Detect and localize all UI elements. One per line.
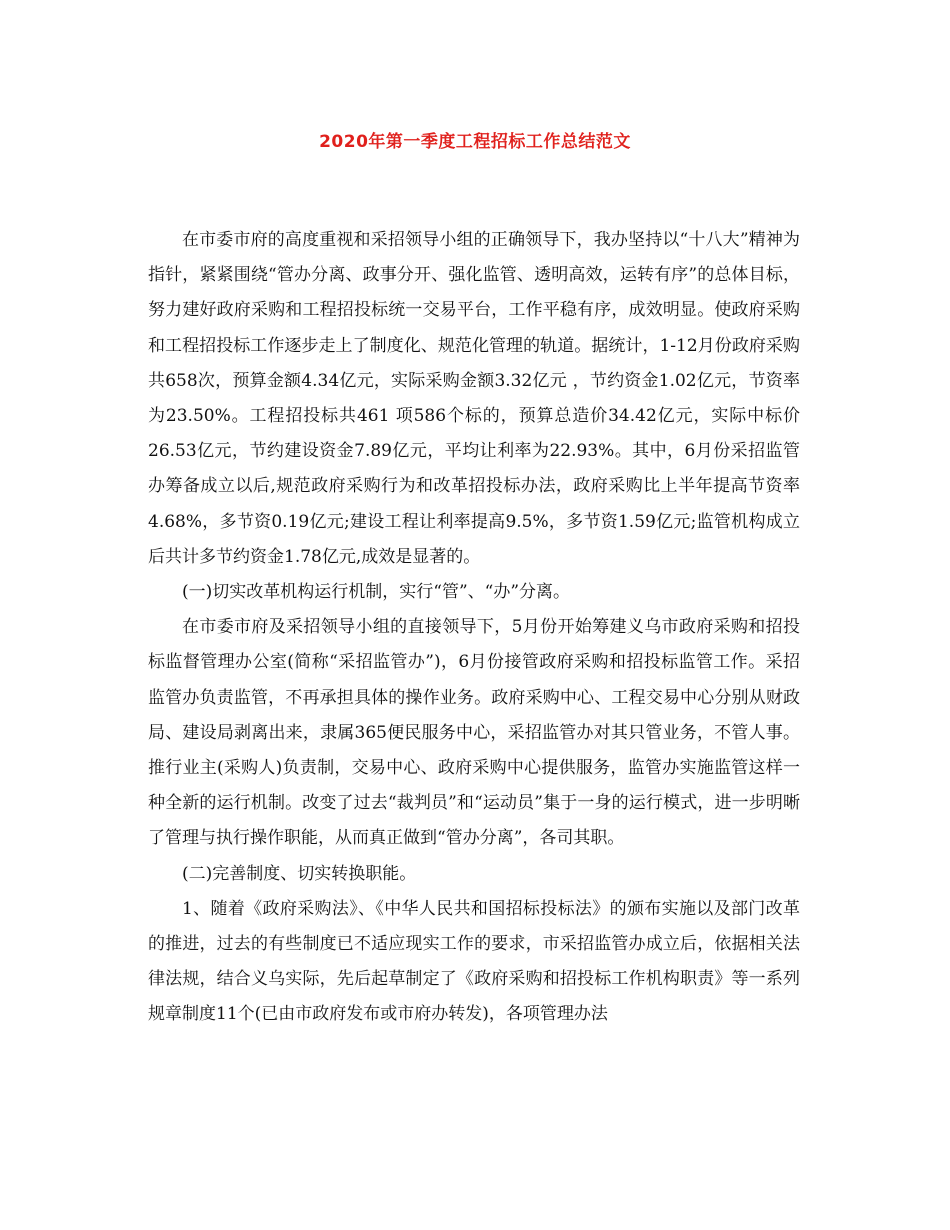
paragraph-intro: 在市委市府的高度重视和采招领导小组的正确领导下，我办坚持以“十八大”精神为指针，紧紧围绕“管办分离、政事分开、强化监管、透明高效，运转有序”的总体目标，努力建好政府采购和工程招投标统一交易平台，工作平稳有序，成效明显。使政府采购和工程招投标工作逐步走上了制度化、规范化管理的轨道。据统计，1-12月份政府采购共658次，预算金额4.34亿元，实际采购金额3.32亿元 ，节约资金1.02亿元，节资率为23.50%。工程招投标共461 项586个标的，预算总造价34.42亿元，实际中标价26.53亿元，节约建设资金7.89亿元，平均让利率为22.93%。其中，6月份采招监管办筹备成立以后,规范政府采购行为和改革招投标办法，政府采购比上半年提高节资率4.68%，多节资0.19亿元;建设工程让利率提高9.5%，多节资1.59亿元;监管机构成立后共计多节约资金1.78亿元,成效是显著的。 (148, 230, 800, 567)
paragraph-item-1: 1、随着《政府采购法》、《中华人民共和国招标投标法》的颁布实施以及部门改革的推进，过去的有些制度已不适应现实工作的要求，市采招监管办成立后，依据相关法律法规，结合义乌实际，先后起草制定了《政府采购和招投标工作机构职责》等一系列规章制度11个(已由市政府发布或市府办转发)，各项管理办法 (148, 898, 800, 1025)
paragraph-heading-1: (一)切实改革机构运行机制，实行“管”、“办”分离。 (182, 582, 571, 603)
paragraph-heading-2: (二)完善制度、切实转换职能。 (182, 863, 417, 884)
document-title: 2020年第一季度工程招标工作总结范文 (319, 132, 631, 152)
document-body (148, 223, 800, 1033)
paragraph-section-1: 在市委市府及采招领导小组的直接领导下，5月份开始筹建义乌市政府采购和招投标监督管理办公室(简称“采招监管办”)，6月份接管政府采购和招投标监管工作。采招监管办负责监管，不再承担具体的操作业务。政府采购中心、工程交易中心分别从财政局、建设局剥离出来，隶属365便民服务中心，采招监管办对其只管业务，不管人事。推行业主(采购人)负责制，交易中心、政府采购中心提供服务，监管办实施监管这样一种全新的运行机制。改变了过去“裁判员”和“运动员”集于一身的运行模式，进一步明晰了管理与执行操作职能，从而真正做到“管办分离”，各司其职。 (148, 617, 800, 849)
